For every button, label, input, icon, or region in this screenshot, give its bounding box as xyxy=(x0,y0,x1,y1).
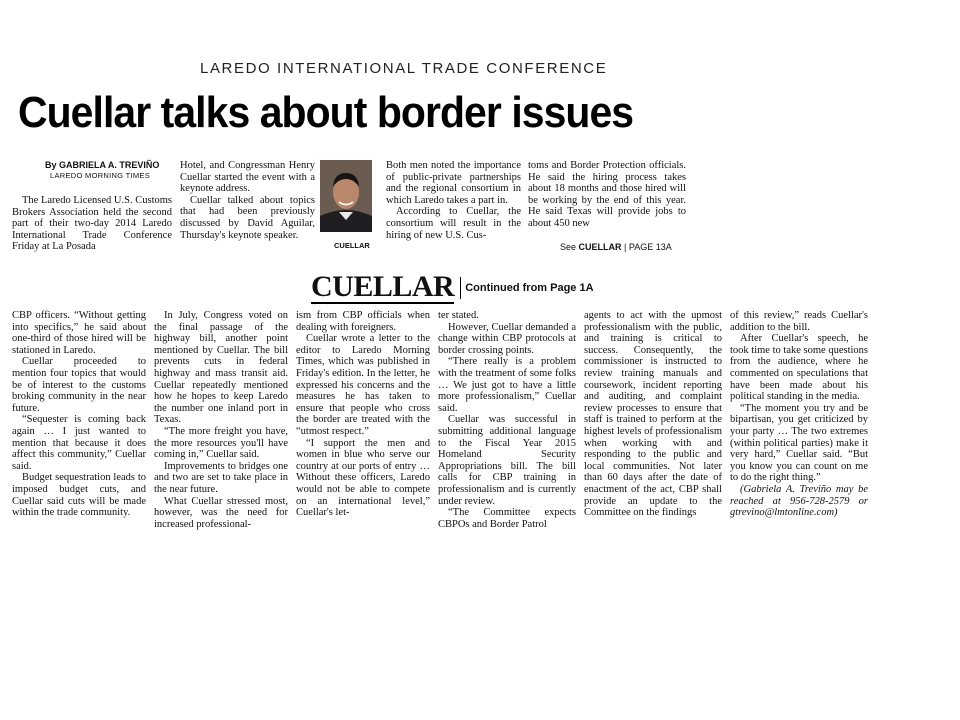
paragraph: Cuellar talked about topics that had been previously discussed by David Aguilar, Thursday's keynote speaker. xyxy=(180,194,315,241)
jump-note: Continued from Page 1A xyxy=(465,282,594,294)
jump-column-1 xyxy=(12,310,146,519)
photo-caption: CUELLAR xyxy=(334,241,370,250)
paragraph: “Sequester is coming back again … I just wanted to mention that because it does affect this community,” Cuellar said. xyxy=(12,414,146,472)
paragraph: In July, Congress voted on the final passage of the highway bill, another point mentioned by Cuellar. The bill prevents cuts in federal highway and mass transit aid. Cuellar repeatedly mentioned how he hopes to keep Laredo the number one inland port in Texas. xyxy=(154,310,288,426)
paragraph: What Cuellar stressed most, however, was the need for increased professional- xyxy=(154,495,288,530)
paragraph: Cuellar proceeded to mention four topics that would be of interest to the customs broking community in the near future. xyxy=(12,356,146,414)
jump-word: CUELLAR xyxy=(311,270,455,303)
contact-line: (Gabriela A. Treviño may be reached at 956-728-2579 or gtrevino@lmtonline.com) xyxy=(730,483,868,519)
paragraph: The Laredo Licensed U.S. Customs Brokers Association held the second part of their two-day 2014 Laredo International Trade Conference Friday at La Posada xyxy=(12,195,172,253)
jump-column-6 xyxy=(730,310,868,519)
divider xyxy=(460,277,461,299)
paragraph: Cuellar was successful in submitting additional language to the Fiscal Year 2015 Homeland Security Appropriations bill. The bill calls for CBP training in professionalism and is currently under review. xyxy=(438,414,576,507)
paragraph: ism from CBP officials when dealing with foreigners. xyxy=(296,310,430,333)
kicker: LAREDO INTERNATIONAL TRADE CONFERENCE xyxy=(200,60,608,77)
paragraph: ter stated. xyxy=(438,310,479,321)
paragraph: Improvements to bridges one and two are set to take place in the near future. xyxy=(154,460,288,495)
paragraph: “There really is a problem with the treatment of some folks … We just got to have a little more professionalism,” Cuellar said. xyxy=(438,356,576,414)
cuellar-photo xyxy=(320,160,372,232)
jump-column-4 xyxy=(438,310,576,530)
front-column-3 xyxy=(386,160,521,241)
paragraph: After Cuellar's speech, he took time to take some questions from the audience, where he commented on speculations that have been made about his political standing in the media. xyxy=(730,333,868,403)
paragraph: “I support the men and women in blue who serve our country at our ports of entry … Without these officers, Laredo would not be able to compete on an international level,” Cuellar's let- xyxy=(296,437,430,519)
front-column-1 xyxy=(12,195,172,253)
see-name: CUELLAR xyxy=(578,242,622,252)
paragraph: Cuellar wrote a letter to the editor to Laredo Morning Times, which was published in Friday's edition. In the letter, he expressed his concerns and the measures he has taken to ensure that people who cross the border are treated with the “utmost respect.” xyxy=(296,333,430,437)
paragraph: Hotel, and Congressman Henry Cuellar started the event with a keynote address. xyxy=(180,160,315,195)
see-continuation xyxy=(560,242,672,252)
paragraph: “The moment you try and be bipartisan, you get criticized by your party … The two extremes (within political parties) make it very hard,” Cuellar said. “But you know you can count on me to do the right thing.” xyxy=(730,402,868,484)
see-prefix: See xyxy=(560,242,579,252)
paragraph: According to Cuellar, the consortium will result in the hiring of new U.S. Cus- xyxy=(386,206,521,241)
jump-header xyxy=(311,272,594,304)
headline: Cuellar talks about border issues xyxy=(18,88,634,137)
paragraph: toms and Border Protection officials. He said the hiring process takes about 18 months and those hired will be working by the end of this year. He said Texas will provide jobs to about 450 new xyxy=(528,160,686,229)
paragraph: CBP officers. “Without getting into specifics,” he said about one-third of those hired will be stationed in Laredo. xyxy=(12,310,146,356)
paragraph: agents to act with the upmost professionalism with the public, and training is critical to success. Consequently, the commissioner is instructed to review training manuals and coursework, incident reporting and auditing, and complaint review processes to ensure that staff is trained to perform at the highest levels of professionalism when working with and responding to the public and local communities. Not later than 60 days after the date of enactment of the act, CBP shall provide an update to the Committee on the findings xyxy=(584,310,722,519)
portrait-image xyxy=(320,160,372,232)
byline-org: LAREDO MORNING TIMES xyxy=(50,171,151,180)
paragraph: However, Cuellar demanded a change within CBP protocols at border crossing points. xyxy=(438,321,576,356)
paragraph: of this review,” reads Cuellar's addition to the bill. xyxy=(730,310,868,333)
jump-column-3 xyxy=(296,310,430,519)
jump-column-2 xyxy=(154,310,288,530)
paragraph: Both men noted the importance of public-private partnerships and the regional consortium in which Laredo takes a part in. xyxy=(386,160,521,206)
front-column-4 xyxy=(528,160,686,230)
paragraph: Budget sequestration leads to imposed budget cuts, and Cuellar said cuts will be made within the trade community. xyxy=(12,472,146,519)
jump-column-5 xyxy=(584,310,722,519)
paragraph: “The more freight you have, the more resources you'll have coming in,” Cuellar said. xyxy=(154,425,288,461)
front-column-2 xyxy=(180,160,315,241)
paragraph: “The Committee expects CBPOs and Border Patrol xyxy=(438,507,576,530)
see-page: | PAGE 13A xyxy=(621,242,672,252)
byline: By GABRIELA A. TREVIÑO xyxy=(45,160,160,170)
